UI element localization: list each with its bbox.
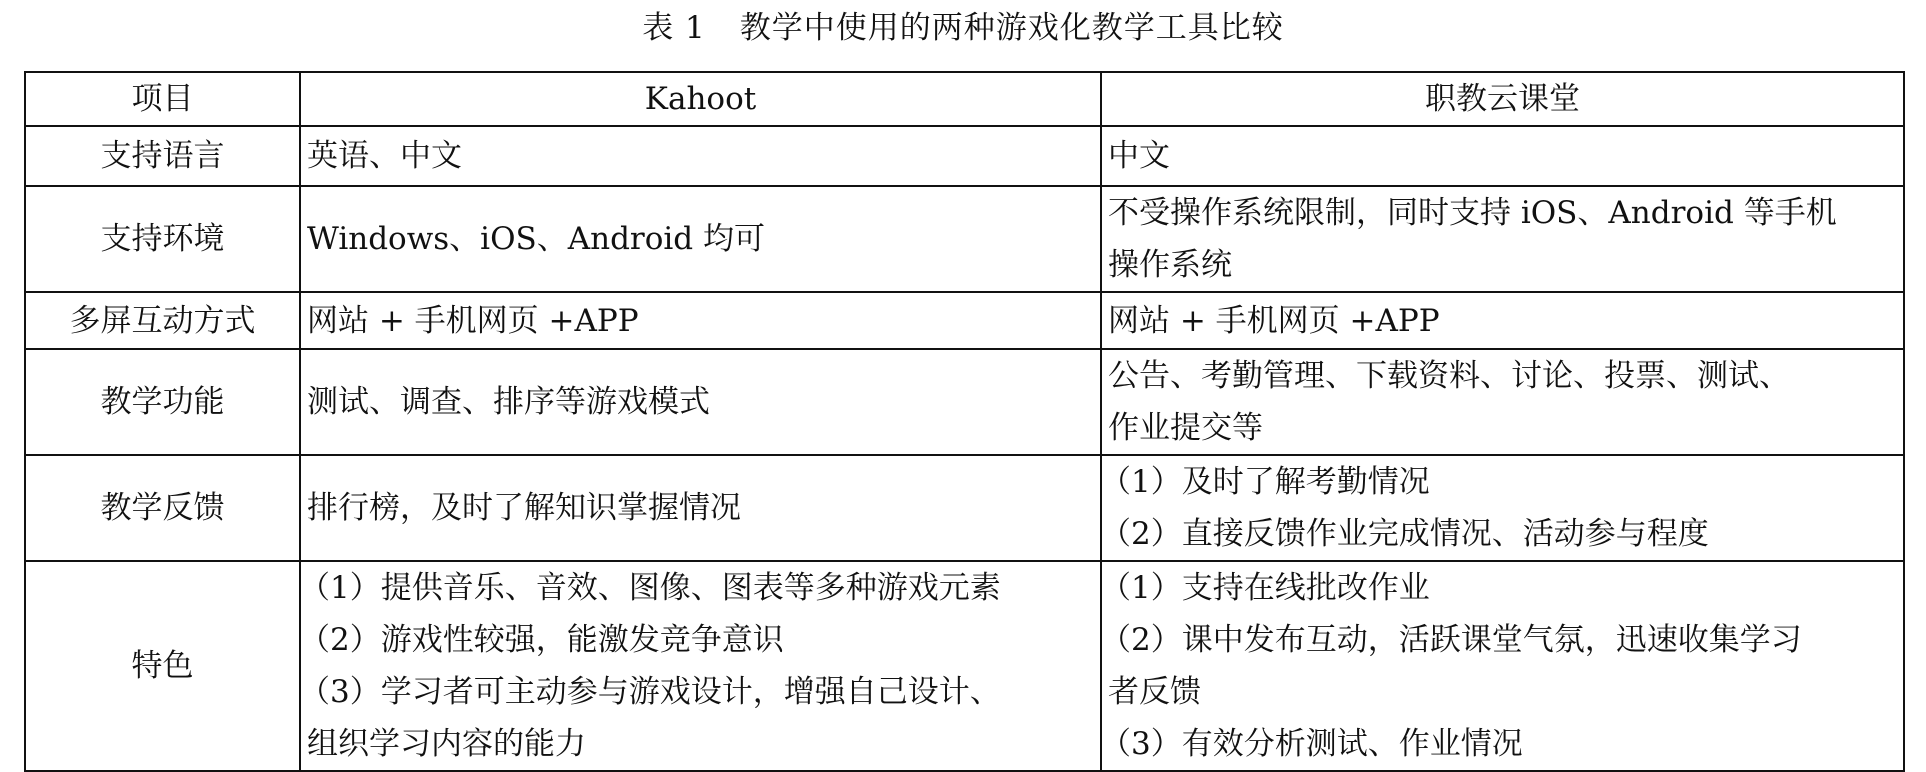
table-row bbox=[25, 292, 1904, 349]
table-row bbox=[25, 561, 1904, 771]
row-label: 教学功能 bbox=[25, 349, 300, 455]
cell-line: 组织学习内容的能力 bbox=[307, 726, 586, 762]
zhijiaoyun-cell bbox=[1101, 126, 1904, 186]
row-label: 支持环境 bbox=[25, 186, 300, 292]
zhijiaoyun-cell bbox=[1101, 292, 1904, 349]
table-row bbox=[25, 349, 1904, 455]
zhijiaoyun-cell bbox=[1101, 455, 1904, 561]
zhijiaoyun-cell bbox=[1101, 561, 1904, 771]
cell-line: （1）支持在线批改作业 bbox=[1100, 570, 1430, 606]
row-label: 支持语言 bbox=[25, 126, 300, 186]
cell-line: （3）学习者可主动参与游戏设计，增强自己设计、 bbox=[299, 674, 1001, 710]
table-title: 教学中使用的两种游戏化教学工具比较 bbox=[739, 10, 1284, 46]
row-label: 多屏互动方式 bbox=[25, 292, 300, 349]
row-label: 特色 bbox=[25, 561, 300, 771]
cell-line: （2）游戏性较强，能激发竞争意识 bbox=[299, 622, 784, 658]
cell-line: 网站 + 手机网页 +APP bbox=[1108, 302, 1440, 339]
cell-line: 者反馈 bbox=[1108, 674, 1201, 710]
cell-line: Windows、iOS、Android 均可 bbox=[307, 221, 766, 257]
kahoot-cell bbox=[300, 561, 1101, 771]
kahoot-cell bbox=[300, 455, 1101, 561]
table-caption bbox=[0, 6, 1926, 50]
kahoot-cell bbox=[300, 186, 1101, 292]
kahoot-cell bbox=[300, 349, 1101, 455]
zhijiaoyun-cell bbox=[1101, 186, 1904, 292]
header-row bbox=[25, 72, 1904, 126]
header-zhijiaoyun: 职教云课堂 bbox=[1101, 72, 1904, 126]
cell-line: 测试、调查、排序等游戏模式 bbox=[307, 384, 710, 420]
table-row bbox=[25, 186, 1904, 292]
cell-line: （1）提供音乐、音效、图像、图表等多种游戏元素 bbox=[299, 570, 1001, 606]
table-row bbox=[25, 455, 1904, 561]
header-kahoot: Kahoot bbox=[300, 72, 1101, 126]
cell-line: 操作系统 bbox=[1108, 247, 1232, 283]
kahoot-cell bbox=[300, 292, 1101, 349]
comparison-table bbox=[24, 71, 1905, 772]
header-item: 项目 bbox=[25, 72, 300, 126]
cell-line: 中文 bbox=[1108, 138, 1170, 174]
cell-line: （2）直接反馈作业完成情况、活动参与程度 bbox=[1100, 516, 1709, 552]
row-label: 教学反馈 bbox=[25, 455, 300, 561]
cell-line: 网站 + 手机网页 +APP bbox=[307, 302, 639, 339]
table-number: 表 1 bbox=[642, 10, 706, 46]
cell-line: 公告、考勤管理、下载资料、讨论、投票、测试、 bbox=[1108, 358, 1790, 394]
cell-line: （3）有效分析测试、作业情况 bbox=[1100, 726, 1523, 762]
zhijiaoyun-cell bbox=[1101, 349, 1904, 455]
cell-line: 作业提交等 bbox=[1108, 410, 1263, 446]
cell-line: （1）及时了解考勤情况 bbox=[1100, 464, 1430, 500]
cell-line: 英语、中文 bbox=[307, 138, 462, 174]
table-row bbox=[25, 126, 1904, 186]
kahoot-cell bbox=[300, 126, 1101, 186]
cell-line: 不受操作系统限制，同时支持 iOS、Android 等手机 bbox=[1108, 195, 1837, 231]
cell-line: （2）课中发布互动，活跃课堂气氛，迅速收集学习 bbox=[1100, 622, 1802, 658]
cell-line: 排行榜，及时了解知识掌握情况 bbox=[307, 490, 741, 526]
